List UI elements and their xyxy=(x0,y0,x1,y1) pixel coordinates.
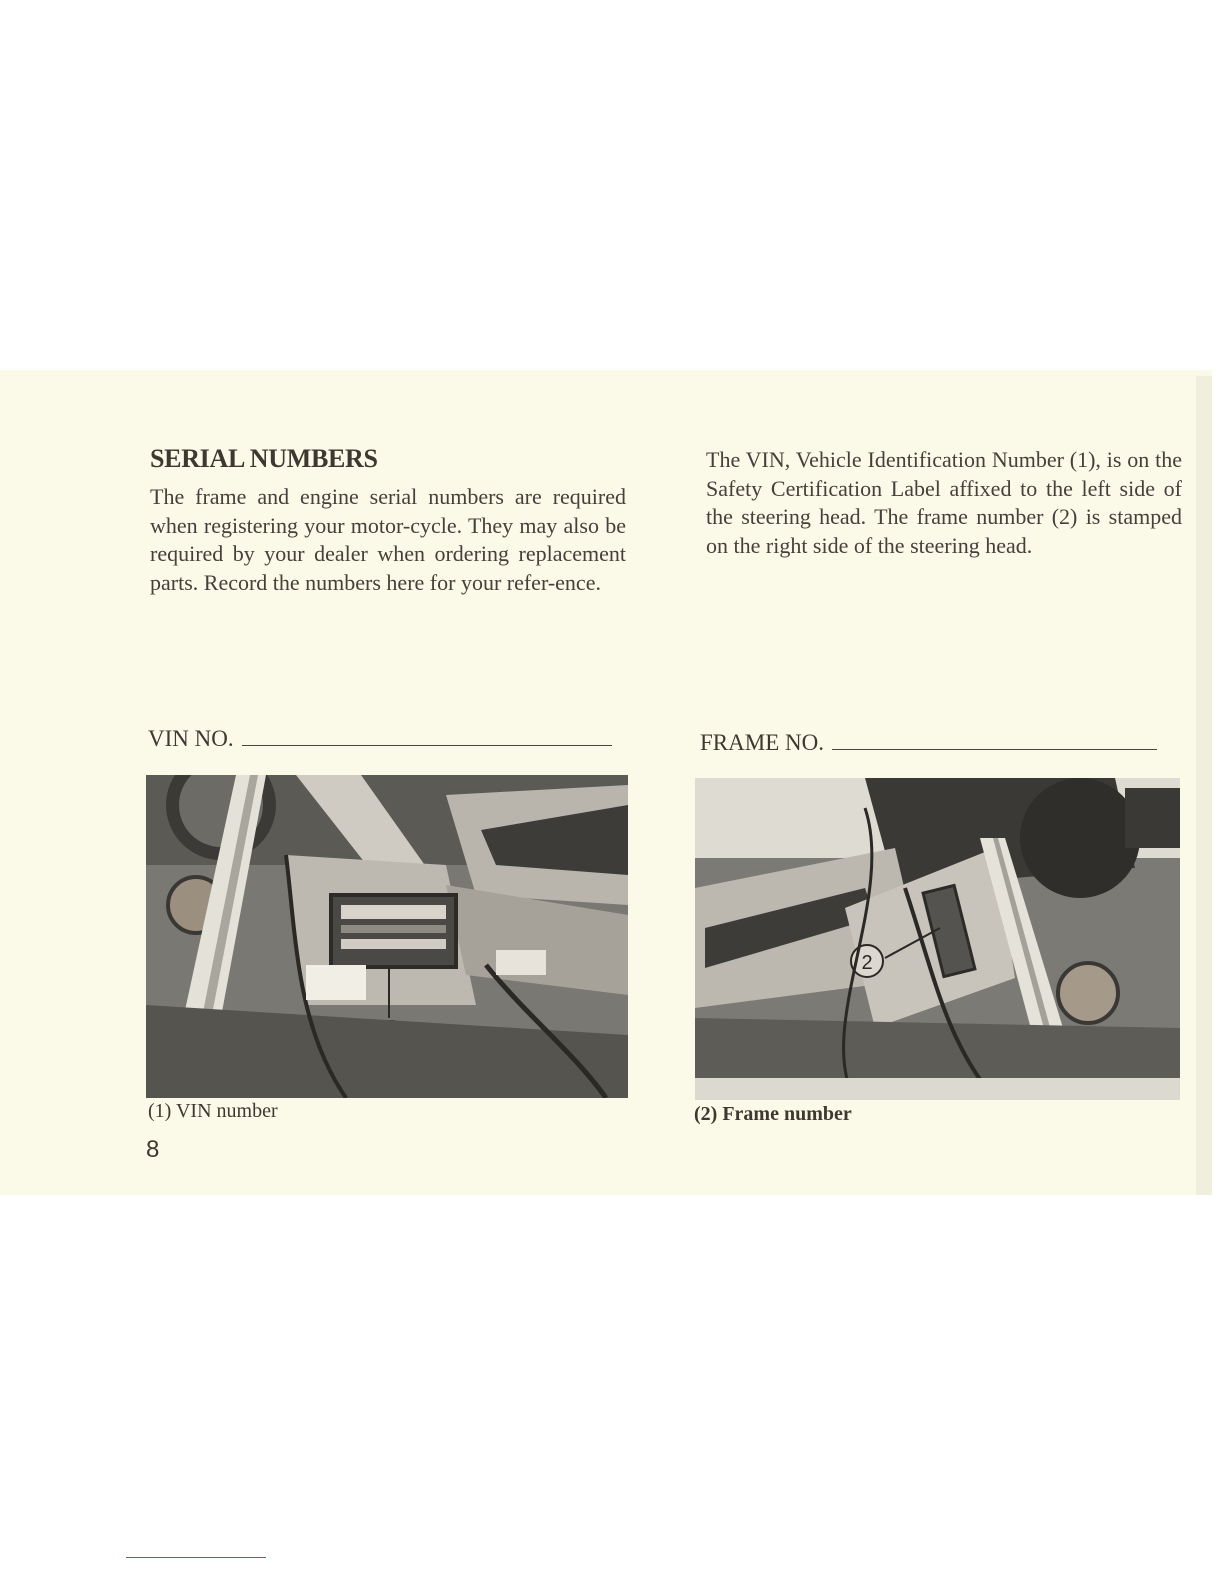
vin-field xyxy=(148,726,612,752)
frame-callout-number: 2 xyxy=(861,952,873,974)
frame-photo-illustration xyxy=(695,778,1180,1100)
vin-field-label: VIN NO. xyxy=(148,726,234,751)
page-edge-shadow xyxy=(1196,376,1212,1195)
frame-field xyxy=(700,730,1157,756)
section-heading: SERIAL NUMBERS xyxy=(150,444,378,473)
frame-photo-caption: (2) Frame number xyxy=(694,1103,852,1125)
frame-entry-line xyxy=(832,748,1157,750)
vin-photo xyxy=(146,775,628,1098)
vin-photo-caption: (1) VIN number xyxy=(148,1100,278,1122)
page-number: 8 xyxy=(146,1136,160,1163)
intro-paragraph: The frame and engine serial numbers are required when registering your motor-cycle. They may also be required by your dealer when ordering replacement parts. Record the numbers here for your refer-ence. xyxy=(150,484,626,595)
footnote-rule xyxy=(126,1557,266,1558)
frame-field-label: FRAME NO. xyxy=(700,730,824,755)
frame-photo xyxy=(695,778,1180,1100)
vin-location-paragraph: The VIN, Vehicle Identification Number (1), is on the Safety Certification Label affixed to the left side of the steering head. The frame number (2) is stamped on the right side of the steering head. xyxy=(706,447,1182,558)
vin-photo-illustration xyxy=(146,775,628,1098)
vin-entry-line xyxy=(242,744,612,746)
